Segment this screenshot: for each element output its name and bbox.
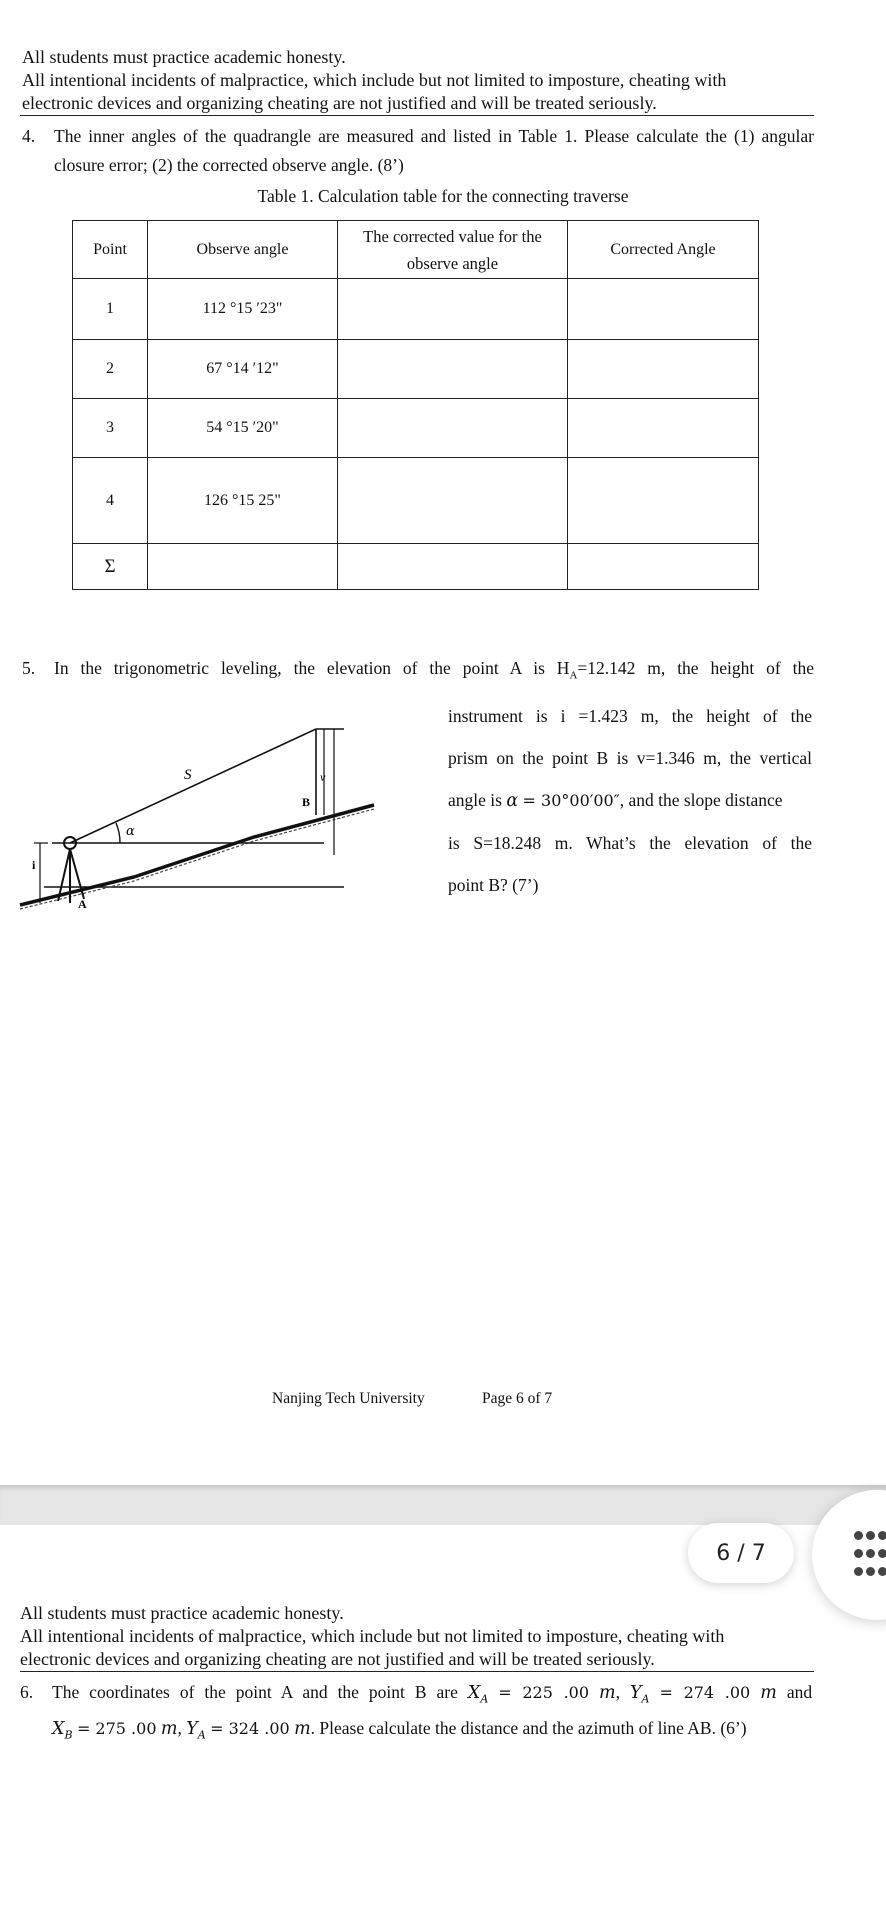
- correction-cell: [338, 544, 568, 590]
- math-var: X: [52, 1718, 65, 1739]
- header-line: All students must practice academic honesty.: [20, 1603, 344, 1623]
- q6-line: The coordinates of the point A and the point B are $X_A = 225$ .00 m, $Y_A = 274$ .00 m and: [52, 1682, 813, 1706]
- angle-cell: 126 °15 25": [148, 458, 338, 544]
- subscript: A: [197, 1728, 206, 1741]
- q5-text: In the trigonometric leveling, the elevation of the point A is H: [54, 658, 570, 678]
- subscript: A: [480, 1692, 489, 1706]
- header-cell: Point: [73, 221, 148, 279]
- math-value: = 225 .00: [498, 1683, 590, 1702]
- header-line: electronic devices and organizing cheating are not justified and will be treated seriously.: [22, 93, 657, 113]
- corrected-cell: [568, 544, 759, 590]
- question-number: 4.: [22, 126, 36, 146]
- label-v: v: [320, 770, 326, 784]
- table-sum-row: [73, 544, 759, 590]
- header-cell-text: The corrected value for the observe angle: [363, 226, 542, 273]
- correction-cell: [338, 458, 568, 544]
- page-indicator[interactable]: 6 / 7: [688, 1523, 794, 1583]
- math-var: X: [467, 1683, 481, 1703]
- q5-line: point B? (7’): [448, 875, 539, 895]
- header-cell: Corrected Angle: [568, 221, 759, 279]
- math-value: = 275 .00: [76, 1718, 157, 1738]
- alpha-symbol: α: [506, 791, 519, 811]
- honesty-header: [20, 1602, 812, 1671]
- table-row: [73, 458, 759, 544]
- label-a: A: [78, 897, 87, 911]
- math-value: = 274 .00: [659, 1683, 751, 1702]
- q5-text: =12.142 m, the height of the: [577, 658, 815, 678]
- math-unit: m: [294, 1718, 311, 1739]
- angle-cell: 54 °15 ′20": [148, 399, 338, 458]
- subscript: B: [64, 1728, 73, 1741]
- label-i: i: [32, 858, 36, 872]
- question-5-continued: [448, 695, 812, 906]
- q5-line: instrument is i =1.423 m, the height of the: [448, 706, 812, 726]
- correction-cell: [338, 399, 568, 458]
- corrected-cell: [568, 399, 759, 458]
- honesty-header: [22, 46, 814, 115]
- header-cell: Observe angle: [148, 221, 338, 279]
- header-line: All intentional incidents of malpractice, which include but not limited to imposture, cheating with: [22, 70, 727, 90]
- q6-text: . Please calculate the distance and the azimuth of line AB. (6’): [310, 1717, 747, 1738]
- angle-cell: [148, 544, 338, 590]
- math-value: = 324 .00: [210, 1718, 290, 1738]
- q6-text: The coordinates of the point A and the point B are: [52, 1682, 458, 1702]
- q6-text: and: [786, 1682, 813, 1702]
- math-var: Y: [629, 1683, 642, 1703]
- question-4: [22, 122, 814, 180]
- label-b: B: [302, 795, 311, 809]
- table-row: [73, 279, 759, 340]
- page-separator: [0, 1485, 886, 1525]
- table-row: [73, 340, 759, 399]
- math-unit: m: [760, 1683, 777, 1703]
- correction-cell: [338, 340, 568, 399]
- sum-symbol-cell: Σ: [73, 544, 148, 590]
- q5-text: , and the slope distance: [619, 790, 783, 810]
- header-line: electronic devices and organizing cheating are not justified and will be treated seriously.: [20, 1649, 655, 1669]
- table-row: [73, 399, 759, 458]
- question-5: [22, 654, 814, 691]
- header-cell: [338, 221, 568, 279]
- table-caption: Table 1. Calculation table for the connecting traverse: [257, 186, 629, 206]
- subscript: A: [641, 1692, 650, 1706]
- math-var: Y: [186, 1718, 198, 1739]
- question-number: 6.: [20, 1682, 34, 1702]
- point-cell: 3: [73, 399, 148, 458]
- angle-cell: 112 °15 ′23": [148, 279, 338, 340]
- point-cell: 2: [73, 340, 148, 399]
- q6-line: $X_B = 275$ .00 m, $Y_A = 324$ .00 m. Please calculate the distance and the azimuth of line AB. (6’): [52, 1717, 747, 1741]
- header-rule: [20, 1671, 814, 1672]
- header-rule: [20, 115, 814, 116]
- header-line: All intentional incidents of malpractice, which include but not limited to imposture, cheating with: [20, 1626, 725, 1646]
- subscript: A: [569, 669, 578, 682]
- label-alpha: α: [126, 824, 135, 839]
- header-line: All students must practice academic honesty.: [22, 47, 346, 67]
- math-unit: m: [599, 1683, 616, 1703]
- question-text-first-line: [54, 654, 814, 691]
- question-number: 5.: [22, 658, 36, 678]
- point-cell: 4: [73, 458, 148, 544]
- more-dots-icon: [852, 1528, 886, 1582]
- question-6: [20, 1678, 812, 1749]
- table-header-row: [73, 221, 759, 279]
- angle-cell: 67 °14 ′12": [148, 340, 338, 399]
- traverse-table: [72, 220, 759, 590]
- q5-line: prism on the point B is v=1.346 m, the vertical: [448, 748, 812, 768]
- corrected-cell: [568, 458, 759, 544]
- trig-leveling-figure: [14, 705, 400, 920]
- document-page: [0, 1525, 886, 1920]
- correction-cell: [338, 279, 568, 340]
- question-text: [52, 1678, 812, 1749]
- footer-university: Nanjing Tech University: [272, 1390, 425, 1407]
- corrected-cell: [568, 340, 759, 399]
- question-text: The inner angles of the quadrangle are measured and listed in Table 1. Please calculate the (1) angular closure error; (2) the corrected observe angle. (8’): [54, 126, 814, 175]
- q5-text: angle is: [448, 790, 502, 810]
- corrected-cell: [568, 279, 759, 340]
- math-unit: m: [160, 1718, 178, 1739]
- label-s: S: [184, 767, 192, 783]
- alpha-value: = 30°00′00″: [522, 791, 620, 810]
- q5-line: [448, 779, 812, 822]
- footer-page-number: Page 6 of 7: [482, 1390, 553, 1407]
- point-cell: 1: [73, 279, 148, 340]
- q5-line: is S=18.248 m. What’s the elevation of the: [448, 833, 812, 853]
